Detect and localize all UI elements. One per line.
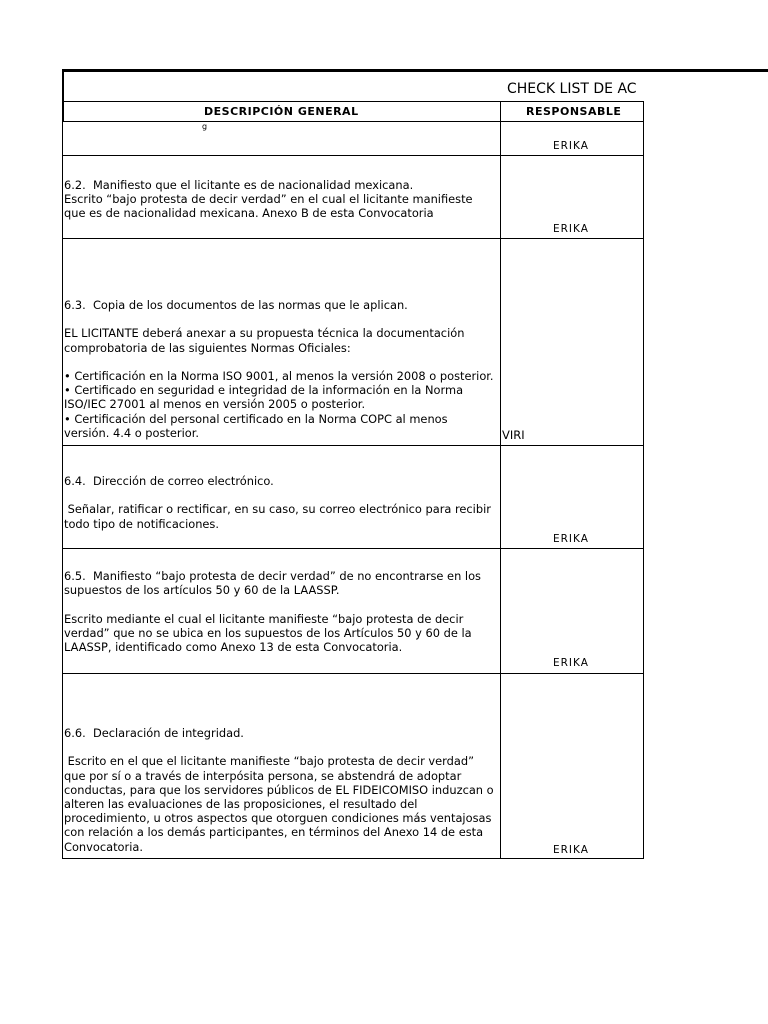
row-responsible: ERIKA [553,657,589,669]
row-description: 6.4. Dirección de correo electrónico. Señalar, ratificar o rectificar, en su caso, su correo electrónico para recibir todo tipo de notificaciones. [64,474,491,531]
column-divider [500,101,501,859]
title-row [62,69,768,101]
row-description: 6.2. Manifiesto que el licitante es de nacionalidad mexicana. Escrito “bajo protesta de decir verdad” en el cual el licitante manifieste que es de nacionalidad mexicana. Anexo B de esta Convocatoria [64,178,473,221]
checklist-sheet [62,69,768,859]
row-separator [62,445,644,446]
row-description: 6.5. Manifiesto “bajo protesta de decir verdad” de no encontrarse en los supuestos de los artículos 50 y 60 de la LAASSP. Escrito mediante el cual el licitante manifieste “bajo protesta de decir verdad” que no se ubica en los supuestos de los Artículos 50 y 60 de la LAASSP, identificado como Anexo 13 de esta Convocatoria. [64,569,481,655]
header-responsible: RESPONSABLE [526,105,622,118]
right-border [643,101,644,859]
row-responsible: ERIKA [553,533,589,545]
column-header-row [62,101,644,122]
row-separator [62,673,644,674]
truncated-text-fragment: g [202,122,208,131]
row-description: 6.3. Copia de los documentos de las normas que le aplican. EL LICITANTE deberá anexar a su propuesta técnica la documentación comprobatoria de las siguientes Normas Oficiales: • Certificación en la Norma ISO 9001, al menos la versión 2008 o posterior. • Certificado en seguridad e integridad de la información en la Norma ISO/IEC 27001 al menos en versión 2005 o posterior. • Certificación del personal certificado en la Norma COPC al menos versión. 4.4 o posterior. [64,298,494,440]
sheet-title: CHECK LIST DE AC [507,81,637,97]
row-responsible: ERIKA [553,223,589,235]
header-description: DESCRIPCIÓN GENERAL [204,105,359,118]
left-border [62,101,63,859]
row-separator [62,155,644,156]
row-responsible: VIRI [502,428,525,442]
row-responsible: ERIKA [553,844,589,856]
row-responsible: ERIKA [553,140,589,152]
row-separator [62,238,644,239]
row-separator [62,858,644,859]
row-description: 6.6. Declaración de integridad. Escrito en el que el licitante manifieste “bajo protesta de decir verdad” que por sí o a través de interpósita persona, se abstendrá de adoptar conductas, para que los servidores públicos de EL FIDEICOMISO induzcan o alteren las evaluaciones de las proposiciones, el resultado del procedimiento, u otros aspectos que otorguen condiciones más ventajosas con relación a los demás participantes, en términos del Anexo 14 de esta Convocatoria. [64,726,494,854]
row-separator [62,548,644,549]
